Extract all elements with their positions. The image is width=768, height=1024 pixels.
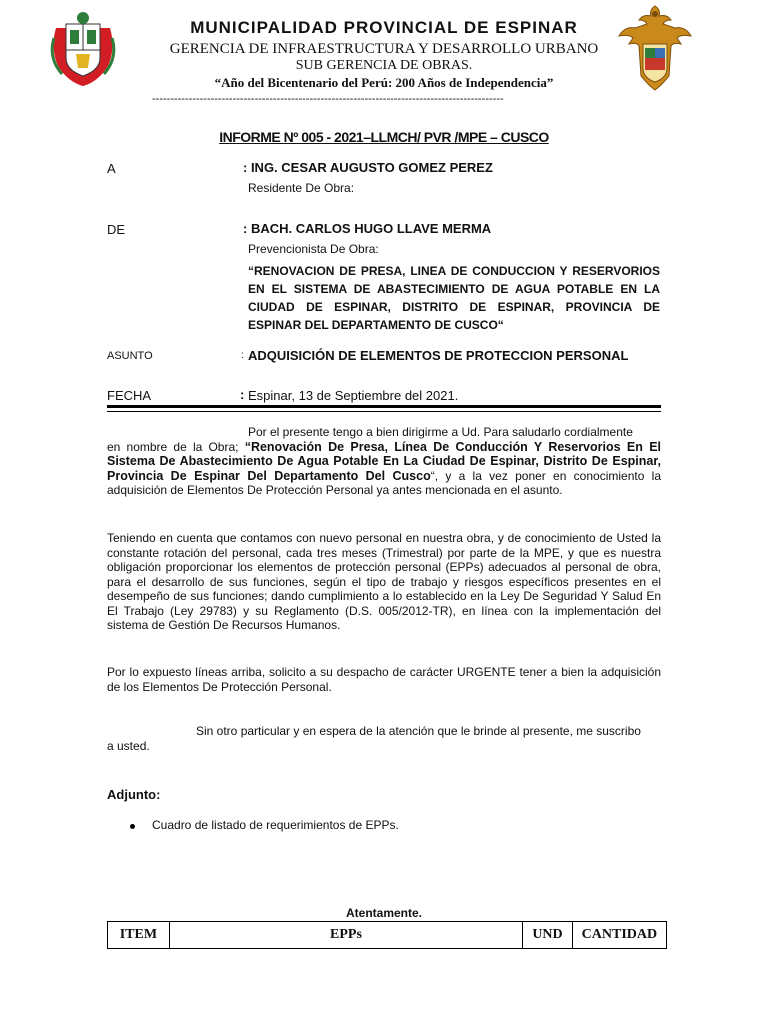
- paragraph-1-body: [107, 440, 661, 498]
- subject-colon: :: [241, 350, 244, 361]
- to-label: A: [107, 161, 116, 176]
- date-value: Espinar, 13 de Septiembre del 2021.: [248, 388, 459, 403]
- paragraph-1: [107, 425, 661, 498]
- municipality-title: MUNICIPALIDAD PROVINCIAL DE ESPINAR: [190, 18, 578, 37]
- header-separator-thick: [107, 405, 661, 408]
- subject-value: ADQUISICIÓN DE ELEMENTOS DE PROTECCION PERSONAL: [248, 348, 629, 363]
- closing-text: Atentamente.: [345, 906, 422, 920]
- table-header-row: [108, 922, 667, 949]
- project-name: “RENOVACION DE PRESA, LINEA DE CONDUCCION Y RESERVORIOS EN EL SISTEMA DE ABASTECIMIENTO DE AGUA POTABLE EN LA CIUDAD DE ESPINAR, DISTRITO DE ESPINAR, PROVINCIA DE ESPINAR DEL DEPARTAMENTO DE CUSCO“: [248, 264, 660, 332]
- to-name: : ING. CESAR AUGUSTO GOMEZ PEREZ: [243, 160, 493, 175]
- paragraph-1-end: “, y a la vez poner en conocimiento la adquisición de Elementos De Protección Personal ya antes mencionada en el asunto.: [107, 468, 661, 497]
- attachment-label: Adjunto:: [107, 787, 161, 802]
- table-header-und: UND: [523, 922, 573, 949]
- sub-department-subtitle: SUB GERENCIA DE OBRAS.: [295, 58, 473, 73]
- header-dashed-rule: ------------------------------------------------------------------------------------------------: [152, 93, 504, 105]
- from-label: DE: [107, 222, 126, 237]
- date-colon: :: [240, 387, 245, 402]
- bullet-icon: [130, 824, 135, 829]
- from-role: Prevencionista De Obra:: [248, 242, 379, 256]
- table-header-epps: EPPs: [169, 922, 522, 949]
- year-motto: “Año del Bicentenario del Perú: 200 Años de Independencia”: [214, 75, 554, 90]
- paragraph-2: Teniendo en cuenta que contamos con nuevo personal en nuestra obra, y de conocimiento de Usted la constante rotación del personal, cada tres meses (Trimestral) por parte de la MPE, y que es nuestra obligación proporcionar los elementos de protección personal (EPPs) adecuados al personal de obra, para el desarrollo de sus funciones, según el tipo de trabajo y riesgos específicos presentes en el desempeño de sus funciones; dando cumplimiento a lo establecido en la Ley De Seguridad Y Salud En El Trabajo (Ley 29783) y su Reglamento (D.S. 005/2012-TR), en línea con la implementación del sistema de Gestión De Recursos Humanos.: [107, 531, 661, 632]
- paragraph-4-end: a usted.: [107, 738, 150, 753]
- paragraph-4-intro: Sin otro particular y en espera de la atención que le brinde al presente, me suscribo: [196, 724, 641, 738]
- paragraph-1-project: “Renovación De Presa, Línea De Conducción Y Reservorios En El Sistema De Abastecimiento De Agua Potable En La Ciudad De Espinar, Distrito De Espinar, Provincia De Espinar Del Departamento Del Cusco: [107, 439, 662, 483]
- table-header-item: ITEM: [108, 922, 170, 949]
- attachment-item: Cuadro de listado de requerimientos de EPPs.: [152, 818, 399, 832]
- paragraph-1-intro: Por el presente tengo a bien dirigirme a Ud. Para saludarlo cordialmente: [248, 425, 633, 439]
- date-label: FECHA: [107, 388, 152, 403]
- header-separator-thin: [107, 411, 661, 412]
- paragraph-3: Por lo expuesto líneas arriba, solicito a su despacho de carácter URGENTE tener a bien la adquisición de los Elementos De Protección Personal.: [107, 665, 661, 694]
- paragraph-1-start: en nombre de la Obra;: [107, 439, 245, 454]
- subject-label: ASUNTO: [107, 350, 153, 362]
- table-header-cantidad: CANTIDAD: [572, 922, 666, 949]
- report-number: INFORME Nº 005 - 2021–LLMCH/ PVR /MPE – CUSCO: [219, 129, 549, 145]
- to-role: Residente De Obra:: [248, 181, 355, 195]
- from-name: : BACH. CARLOS HUGO LLAVE MERMA: [243, 221, 492, 236]
- department-subtitle: GERENCIA DE INFRAESTRUCTURA Y DESARROLLO URBANO: [169, 41, 599, 57]
- paragraph-4: [107, 724, 661, 753]
- epp-table: [107, 921, 667, 949]
